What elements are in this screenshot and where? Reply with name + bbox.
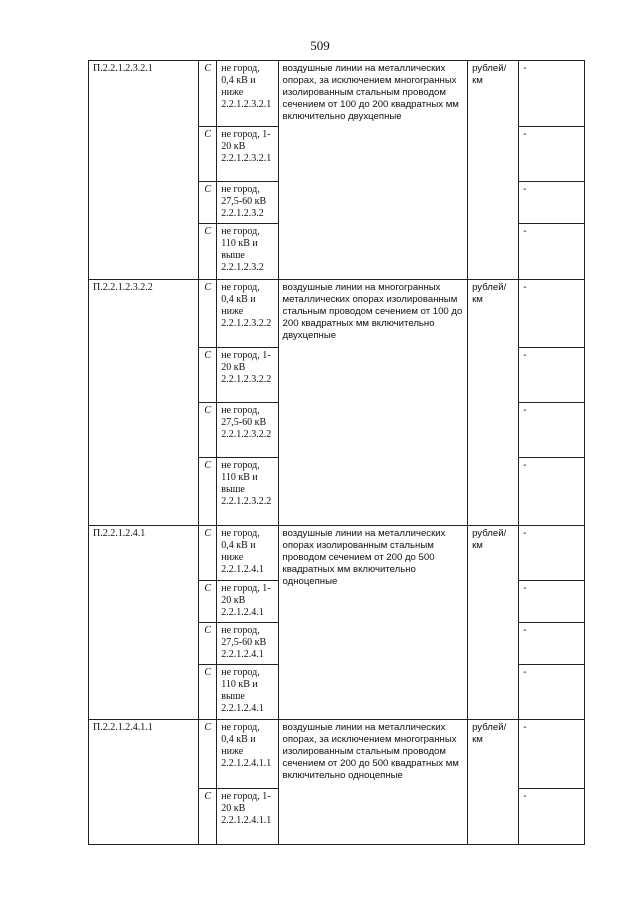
value-cell: - bbox=[519, 623, 585, 665]
item-code: П.2.2.1.2.4.1.1 bbox=[89, 720, 199, 845]
value-cell: - bbox=[519, 403, 585, 458]
type-cell: С bbox=[199, 403, 217, 458]
value-cell: - bbox=[519, 665, 585, 720]
table-row bbox=[89, 280, 585, 348]
item-code: П.2.2.1.2.3.2.2 bbox=[89, 280, 199, 526]
voltage-level-cell: не город, 1-20 кВ 2.2.1.2.3.2.2 bbox=[217, 348, 278, 403]
value-cell: - bbox=[519, 458, 585, 526]
type-cell: С bbox=[199, 224, 217, 280]
value-cell: - bbox=[519, 280, 585, 348]
value-cell: - bbox=[519, 789, 585, 845]
type-cell: С bbox=[199, 348, 217, 403]
voltage-level-cell: не город, 110 кВ и выше 2.2.1.2.3.2.2 bbox=[217, 458, 278, 526]
voltage-level-cell: не город, 0,4 кВ и ниже 2.2.1.2.3.2.2 bbox=[217, 280, 278, 348]
type-cell: С bbox=[199, 61, 217, 127]
type-cell: С bbox=[199, 623, 217, 665]
unit-cell: рублей/км bbox=[468, 526, 519, 720]
value-cell: - bbox=[519, 526, 585, 581]
voltage-level-cell: не город, 0,4 кВ и ниже 2.2.1.2.3.2.1 bbox=[217, 61, 278, 127]
value-cell: - bbox=[519, 348, 585, 403]
voltage-level-cell: не город, 0,4 кВ и ниже 2.2.1.2.4.1.1 bbox=[217, 720, 278, 789]
voltage-level-cell: не город, 1-20 кВ 2.2.1.2.3.2.1 bbox=[217, 127, 278, 182]
voltage-level-cell: не город, 1-20 кВ 2.2.1.2.4.1 bbox=[217, 581, 278, 623]
type-cell: С bbox=[199, 581, 217, 623]
tariff-table bbox=[88, 60, 585, 845]
type-cell: С bbox=[199, 665, 217, 720]
type-cell: С bbox=[199, 280, 217, 348]
type-cell: С bbox=[199, 526, 217, 581]
page-number: 509 bbox=[310, 38, 330, 53]
description-cell: воздушные линии на металлических опорах, за исключением многогранных изолированным стальным проводом сечением от 200 до 500 квадратных мм включительно одноцепные bbox=[278, 720, 468, 845]
voltage-level-cell: не город, 1-20 кВ 2.2.1.2.4.1.1 bbox=[217, 789, 278, 845]
item-code: П.2.2.1.2.4.1 bbox=[89, 526, 199, 720]
type-cell: С bbox=[199, 789, 217, 845]
table-row bbox=[89, 61, 585, 127]
table-row bbox=[89, 526, 585, 581]
type-cell: С bbox=[199, 127, 217, 182]
voltage-level-cell: не город, 27,5-60 кВ 2.2.1.2.3.2.2 bbox=[217, 403, 278, 458]
voltage-level-cell: не город, 110 кВ и выше 2.2.1.2.3.2 bbox=[217, 224, 278, 280]
unit-cell: рублей/км bbox=[468, 720, 519, 845]
unit-cell: рублей/км bbox=[468, 280, 519, 526]
item-code: П.2.2.1.2.3.2.1 bbox=[89, 61, 199, 280]
voltage-level-cell: не город, 27,5-60 кВ 2.2.1.2.4.1 bbox=[217, 623, 278, 665]
description-cell: воздушные линии на металлических опорах изолированным стальным проводом сечением от 200 до 500 квадратных мм включительно одноцепные bbox=[278, 526, 468, 720]
voltage-level-cell: не город, 0,4 кВ и ниже 2.2.1.2.4.1 bbox=[217, 526, 278, 581]
type-cell: С bbox=[199, 720, 217, 789]
voltage-level-cell: не город, 27,5-60 кВ 2.2.1.2.3.2 bbox=[217, 182, 278, 224]
value-cell: - bbox=[519, 61, 585, 127]
table-row bbox=[89, 720, 585, 789]
value-cell: - bbox=[519, 182, 585, 224]
value-cell: - bbox=[519, 224, 585, 280]
value-cell: - bbox=[519, 720, 585, 789]
description-cell: воздушные линии на многогранных металлических опорах изолированным стальным проводом сечением от 100 до 200 квадратных мм включительно двухцепные bbox=[278, 280, 468, 526]
description-cell: воздушные линии на металлических опорах, за исключением многогранных изолированным стальным проводом сечением от 100 до 200 квадратных мм включительно двухцепные bbox=[278, 61, 468, 280]
type-cell: С bbox=[199, 458, 217, 526]
unit-cell: рублей/км bbox=[468, 61, 519, 280]
type-cell: С bbox=[199, 182, 217, 224]
value-cell: - bbox=[519, 127, 585, 182]
value-cell: - bbox=[519, 581, 585, 623]
voltage-level-cell: не город, 110 кВ и выше 2.2.1.2.4.1 bbox=[217, 665, 278, 720]
